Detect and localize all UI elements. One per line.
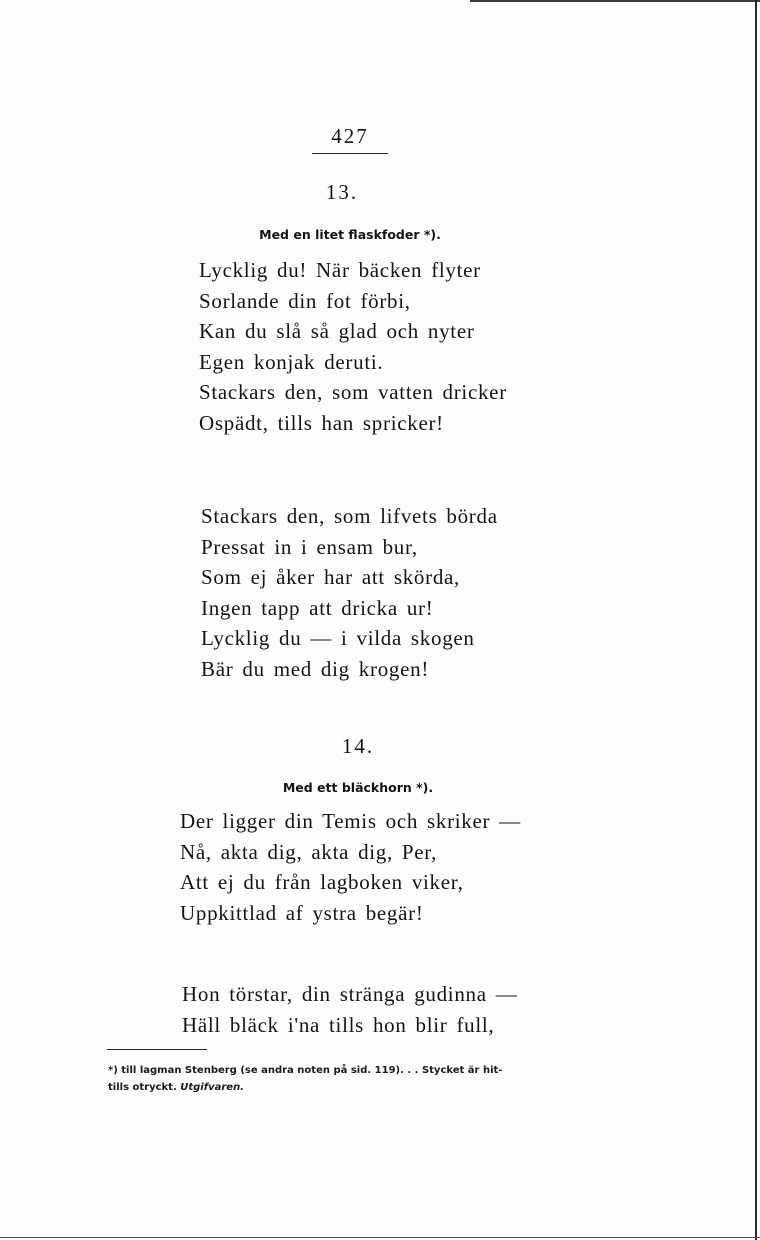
- footnote-rule: [107, 1049, 207, 1050]
- verse-line: Ospädt, tills han spricker!: [199, 410, 444, 435]
- poem-number-14: 14.: [341, 734, 375, 758]
- poem-13-stanza-1: [199, 255, 507, 439]
- footnote: [108, 1062, 628, 1096]
- footnote-line-1: *) till lagman Stenberg (se andra noten på sid. 119). . . Stycket är hit-: [108, 1065, 503, 1076]
- verse-line: Nå, akta dig, akta dig, Per,: [180, 839, 438, 864]
- verse-line: Häll bläck i'na tills hon blir full,: [182, 1012, 495, 1037]
- footnote-text: tills otryckt.: [108, 1082, 177, 1093]
- footnote-line-2: [108, 1079, 628, 1096]
- verse-line: Uppkittlad af ystra begär!: [180, 900, 424, 925]
- poem-13-stanza-2: [201, 501, 498, 685]
- verse-line: Pressat in i ensam bur,: [201, 534, 418, 559]
- page-edge-right: [755, 0, 757, 1240]
- page-number-rule: [312, 153, 388, 154]
- verse-line: Sorlande din fot förbi,: [199, 288, 411, 313]
- page-edge-bottom: [0, 1237, 760, 1238]
- poem-number-13: 13.: [325, 180, 359, 204]
- verse-line: Stackars den, som vatten dricker: [199, 380, 507, 405]
- verse-line: Bär du med dig krogen!: [201, 656, 430, 681]
- verse-line: Som ej åker har att skörda,: [201, 565, 460, 590]
- verse-line: Egen konjak deruti.: [199, 349, 384, 374]
- verse-line: Lycklig du — i vilda skogen: [201, 626, 475, 651]
- verse-line: Hon törstar, din stränga gudinna —: [182, 982, 518, 1006]
- verse-line: Stackars den, som lifvets börda: [201, 504, 498, 528]
- verse-line: Att ej du från lagboken viker,: [180, 870, 464, 895]
- page-edge-top: [470, 0, 760, 2]
- verse-line: Ingen tapp att dricka ur!: [201, 595, 434, 620]
- verse-line: Der ligger din Temis och skriker —: [180, 809, 521, 833]
- page-number: 427: [331, 124, 369, 148]
- poem-14-stanza-1: [180, 806, 521, 928]
- verse-line: Kan du slå så glad och nyter: [199, 319, 475, 344]
- poem-14-stanza-2: [182, 979, 517, 1040]
- verse-line: Lycklig du! När bäcken flyter: [199, 258, 481, 282]
- poem-title-13: Med en litet flaskfoder *).: [259, 227, 441, 242]
- footnote-editor: Utgifvaren.: [180, 1082, 244, 1093]
- poem-title-14: Med ett bläckhorn *).: [282, 780, 434, 795]
